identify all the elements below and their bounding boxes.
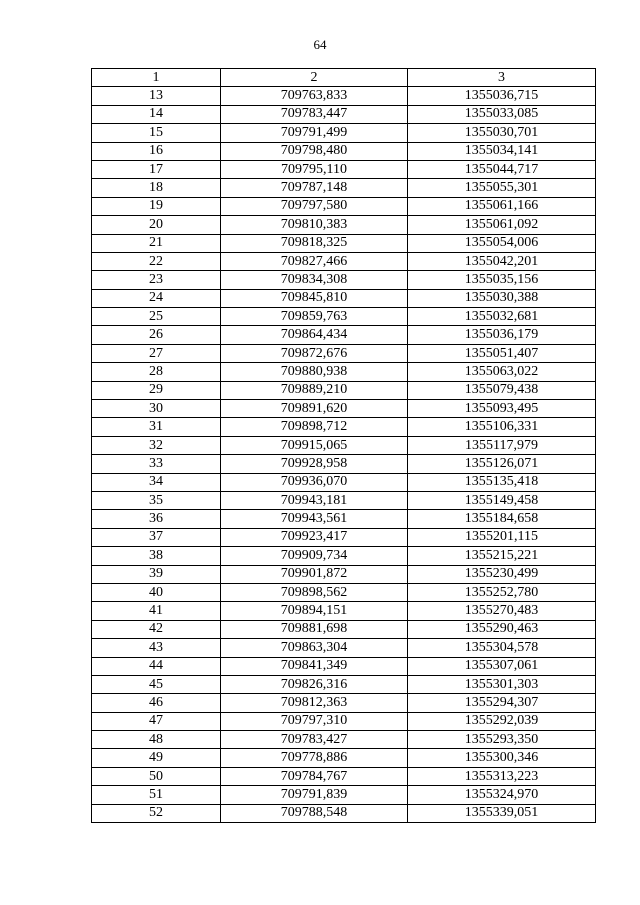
point-number-cell: 41 xyxy=(92,602,221,620)
x-coordinate-cell: 709791,839 xyxy=(221,786,408,804)
point-number-cell: 31 xyxy=(92,418,221,436)
y-coordinate-cell: 1355051,407 xyxy=(408,344,596,362)
x-coordinate-cell: 709841,349 xyxy=(221,657,408,675)
y-coordinate-cell: 1355034,141 xyxy=(408,142,596,160)
table-row xyxy=(92,639,596,657)
y-coordinate-cell: 1355061,092 xyxy=(408,216,596,234)
point-number-cell: 38 xyxy=(92,547,221,565)
x-coordinate-cell: 709778,886 xyxy=(221,749,408,767)
table-row xyxy=(92,418,596,436)
point-number-cell: 35 xyxy=(92,491,221,509)
y-coordinate-cell: 1355055,301 xyxy=(408,179,596,197)
table-row xyxy=(92,381,596,399)
table-row xyxy=(92,491,596,509)
y-coordinate-cell: 1355313,223 xyxy=(408,767,596,785)
table-row xyxy=(92,712,596,730)
y-coordinate-cell: 1355042,201 xyxy=(408,252,596,270)
y-coordinate-cell: 1355184,658 xyxy=(408,510,596,528)
point-number-cell: 13 xyxy=(92,87,221,105)
x-coordinate-cell: 709763,833 xyxy=(221,87,408,105)
point-number-cell: 14 xyxy=(92,105,221,123)
point-number-cell: 27 xyxy=(92,344,221,362)
x-coordinate-cell: 709859,763 xyxy=(221,308,408,326)
point-number-cell: 17 xyxy=(92,160,221,178)
point-number-cell: 36 xyxy=(92,510,221,528)
table-row xyxy=(92,308,596,326)
table-row xyxy=(92,510,596,528)
table-row xyxy=(92,749,596,767)
y-coordinate-cell: 1355270,483 xyxy=(408,602,596,620)
x-coordinate-cell: 709864,434 xyxy=(221,326,408,344)
table-row xyxy=(92,234,596,252)
y-coordinate-cell: 1355054,006 xyxy=(408,234,596,252)
x-coordinate-cell: 709889,210 xyxy=(221,381,408,399)
point-number-cell: 16 xyxy=(92,142,221,160)
table-row xyxy=(92,160,596,178)
x-coordinate-cell: 709894,151 xyxy=(221,602,408,620)
point-number-cell: 43 xyxy=(92,639,221,657)
y-coordinate-cell: 1355252,780 xyxy=(408,583,596,601)
x-coordinate-cell: 709812,363 xyxy=(221,694,408,712)
x-coordinate-cell: 709936,070 xyxy=(221,473,408,491)
coordinates-table xyxy=(91,68,596,823)
table-row xyxy=(92,400,596,418)
table-row xyxy=(92,675,596,693)
table-row xyxy=(92,565,596,583)
point-number-cell: 49 xyxy=(92,749,221,767)
table-row xyxy=(92,197,596,215)
x-coordinate-cell: 709880,938 xyxy=(221,363,408,381)
table-row xyxy=(92,326,596,344)
y-coordinate-cell: 1355126,071 xyxy=(408,455,596,473)
table-row xyxy=(92,344,596,362)
y-coordinate-cell: 1355301,303 xyxy=(408,675,596,693)
y-coordinate-cell: 1355032,681 xyxy=(408,308,596,326)
table-row xyxy=(92,363,596,381)
point-number-cell: 19 xyxy=(92,197,221,215)
table-row xyxy=(92,179,596,197)
table-row xyxy=(92,620,596,638)
x-coordinate-cell: 709943,561 xyxy=(221,510,408,528)
point-number-cell: 15 xyxy=(92,124,221,142)
point-number-cell: 20 xyxy=(92,216,221,234)
table-row xyxy=(92,105,596,123)
table-row xyxy=(92,252,596,270)
point-number-cell: 18 xyxy=(92,179,221,197)
x-coordinate-cell: 709909,734 xyxy=(221,547,408,565)
point-number-cell: 50 xyxy=(92,767,221,785)
y-coordinate-cell: 1355106,331 xyxy=(408,418,596,436)
table-row xyxy=(92,804,596,822)
x-coordinate-cell: 709788,548 xyxy=(221,804,408,822)
point-number-cell: 33 xyxy=(92,455,221,473)
table-row xyxy=(92,436,596,454)
y-coordinate-cell: 1355135,418 xyxy=(408,473,596,491)
x-coordinate-cell: 709898,712 xyxy=(221,418,408,436)
table-row xyxy=(92,216,596,234)
y-coordinate-cell: 1355300,346 xyxy=(408,749,596,767)
point-number-cell: 23 xyxy=(92,271,221,289)
x-coordinate-cell: 709797,580 xyxy=(221,197,408,215)
table-row xyxy=(92,583,596,601)
column-header-3: 3 xyxy=(408,69,596,87)
x-coordinate-cell: 709797,310 xyxy=(221,712,408,730)
x-coordinate-cell: 709881,698 xyxy=(221,620,408,638)
table-row xyxy=(92,473,596,491)
point-number-cell: 21 xyxy=(92,234,221,252)
point-number-cell: 22 xyxy=(92,252,221,270)
x-coordinate-cell: 709787,148 xyxy=(221,179,408,197)
table-row xyxy=(92,786,596,804)
point-number-cell: 48 xyxy=(92,731,221,749)
point-number-cell: 28 xyxy=(92,363,221,381)
y-coordinate-cell: 1355033,085 xyxy=(408,105,596,123)
x-coordinate-cell: 709783,427 xyxy=(221,731,408,749)
y-coordinate-cell: 1355093,495 xyxy=(408,400,596,418)
point-number-cell: 30 xyxy=(92,400,221,418)
table-row xyxy=(92,124,596,142)
page-number: 64 xyxy=(313,37,327,52)
y-coordinate-cell: 1355290,463 xyxy=(408,620,596,638)
column-header-2: 2 xyxy=(221,69,408,87)
x-coordinate-cell: 709915,065 xyxy=(221,436,408,454)
y-coordinate-cell: 1355201,115 xyxy=(408,528,596,546)
point-number-cell: 29 xyxy=(92,381,221,399)
y-coordinate-cell: 1355117,979 xyxy=(408,436,596,454)
y-coordinate-cell: 1355079,438 xyxy=(408,381,596,399)
x-coordinate-cell: 709783,447 xyxy=(221,105,408,123)
x-coordinate-cell: 709943,181 xyxy=(221,491,408,509)
x-coordinate-cell: 709923,417 xyxy=(221,528,408,546)
point-number-cell: 51 xyxy=(92,786,221,804)
x-coordinate-cell: 709827,466 xyxy=(221,252,408,270)
y-coordinate-cell: 1355292,039 xyxy=(408,712,596,730)
y-coordinate-cell: 1355036,715 xyxy=(408,87,596,105)
table-row xyxy=(92,87,596,105)
point-number-cell: 52 xyxy=(92,804,221,822)
x-coordinate-cell: 709901,872 xyxy=(221,565,408,583)
point-number-cell: 24 xyxy=(92,289,221,307)
x-coordinate-cell: 709791,499 xyxy=(221,124,408,142)
y-coordinate-cell: 1355339,051 xyxy=(408,804,596,822)
x-coordinate-cell: 709795,110 xyxy=(221,160,408,178)
table-row xyxy=(92,547,596,565)
x-coordinate-cell: 709818,325 xyxy=(221,234,408,252)
x-coordinate-cell: 709784,767 xyxy=(221,767,408,785)
y-coordinate-cell: 1355294,307 xyxy=(408,694,596,712)
point-number-cell: 32 xyxy=(92,436,221,454)
y-coordinate-cell: 1355324,970 xyxy=(408,786,596,804)
y-coordinate-cell: 1355307,061 xyxy=(408,657,596,675)
y-coordinate-cell: 1355293,350 xyxy=(408,731,596,749)
x-coordinate-cell: 709898,562 xyxy=(221,583,408,601)
table-row xyxy=(92,731,596,749)
point-number-cell: 37 xyxy=(92,528,221,546)
x-coordinate-cell: 709810,383 xyxy=(221,216,408,234)
x-coordinate-cell: 709798,480 xyxy=(221,142,408,160)
column-header-1: 1 xyxy=(92,69,221,87)
y-coordinate-cell: 1355061,166 xyxy=(408,197,596,215)
x-coordinate-cell: 709863,304 xyxy=(221,639,408,657)
table-header-row xyxy=(92,69,596,87)
y-coordinate-cell: 1355044,717 xyxy=(408,160,596,178)
table-row xyxy=(92,767,596,785)
table-row xyxy=(92,271,596,289)
point-number-cell: 25 xyxy=(92,308,221,326)
table-row xyxy=(92,694,596,712)
x-coordinate-cell: 709826,316 xyxy=(221,675,408,693)
y-coordinate-cell: 1355036,179 xyxy=(408,326,596,344)
x-coordinate-cell: 709845,810 xyxy=(221,289,408,307)
y-coordinate-cell: 1355030,388 xyxy=(408,289,596,307)
point-number-cell: 26 xyxy=(92,326,221,344)
table-row xyxy=(92,289,596,307)
x-coordinate-cell: 709834,308 xyxy=(221,271,408,289)
table-row xyxy=(92,657,596,675)
y-coordinate-cell: 1355304,578 xyxy=(408,639,596,657)
x-coordinate-cell: 709872,676 xyxy=(221,344,408,362)
point-number-cell: 34 xyxy=(92,473,221,491)
point-number-cell: 47 xyxy=(92,712,221,730)
y-coordinate-cell: 1355035,156 xyxy=(408,271,596,289)
point-number-cell: 46 xyxy=(92,694,221,712)
y-coordinate-cell: 1355230,499 xyxy=(408,565,596,583)
point-number-cell: 44 xyxy=(92,657,221,675)
point-number-cell: 45 xyxy=(92,675,221,693)
y-coordinate-cell: 1355149,458 xyxy=(408,491,596,509)
y-coordinate-cell: 1355215,221 xyxy=(408,547,596,565)
y-coordinate-cell: 1355063,022 xyxy=(408,363,596,381)
table-row xyxy=(92,528,596,546)
table-row xyxy=(92,142,596,160)
x-coordinate-cell: 709891,620 xyxy=(221,400,408,418)
table-row xyxy=(92,602,596,620)
table-row xyxy=(92,455,596,473)
x-coordinate-cell: 709928,958 xyxy=(221,455,408,473)
point-number-cell: 40 xyxy=(92,583,221,601)
y-coordinate-cell: 1355030,701 xyxy=(408,124,596,142)
point-number-cell: 42 xyxy=(92,620,221,638)
point-number-cell: 39 xyxy=(92,565,221,583)
table-body xyxy=(92,87,596,823)
